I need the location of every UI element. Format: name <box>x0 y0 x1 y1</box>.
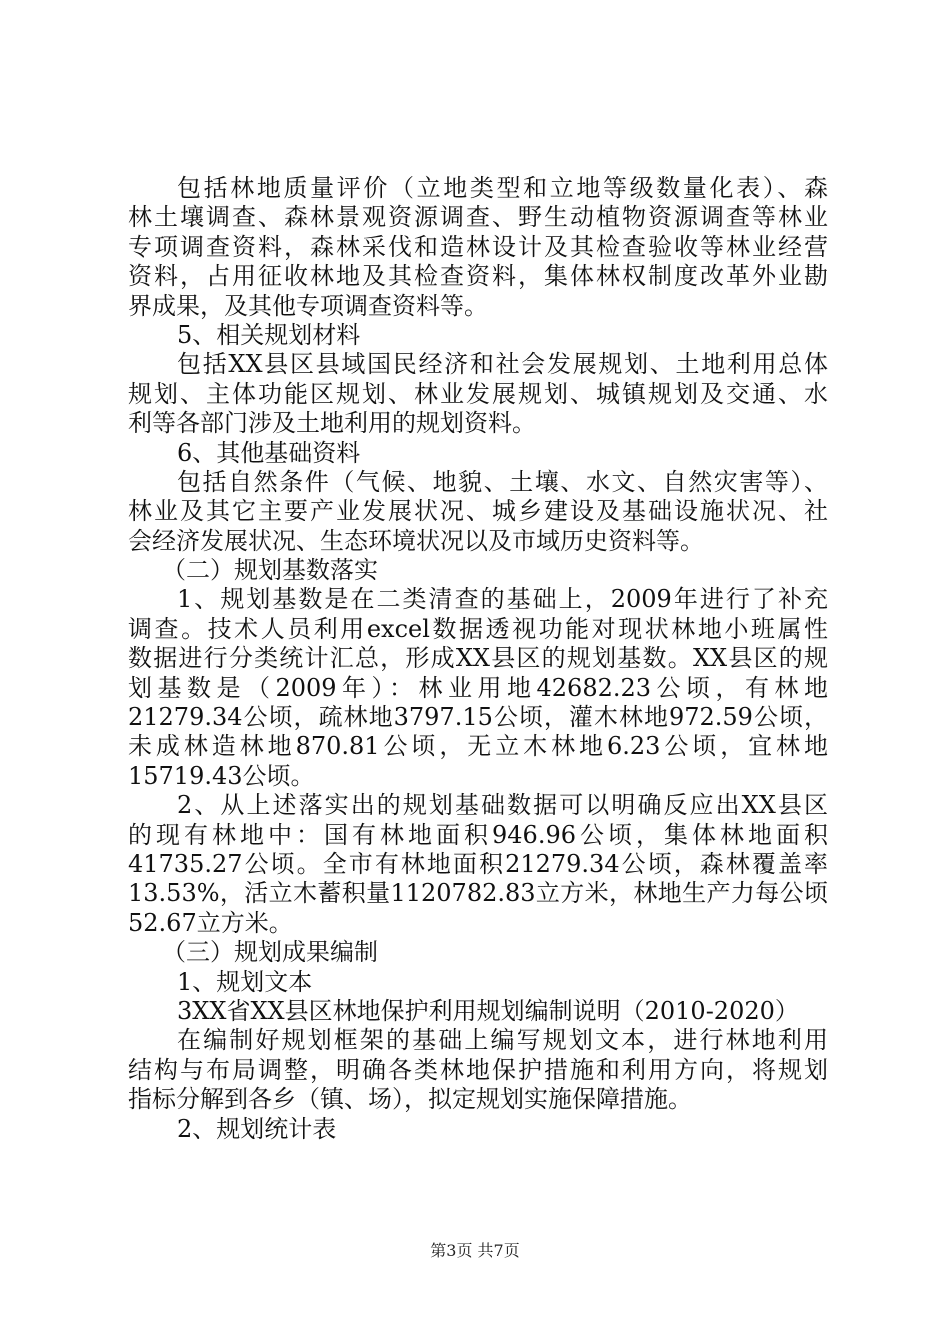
section-heading: 1、规划文本 <box>177 967 313 996</box>
text-line: 13.53%，活立木蓄积量1120782.83立方米，林地生产力每公顷 <box>128 879 828 908</box>
section-heading: 5、相关规划材料 <box>177 320 361 349</box>
text-line: 数据进行分类统计汇总，形成XX县区的规划基数。XX县区的规 <box>128 644 828 673</box>
text-line: 包括自然条件（气候、地貌、土壤、水文、自然灾害等）、 <box>177 467 828 496</box>
text-line: 利等各部门涉及土地利用的规划资料。 <box>128 409 536 438</box>
text-line: 2、从上述落实出的规划基础数据可以明确反应出XX县区 <box>177 791 828 820</box>
text-line: 界成果，及其他专项调查资料等。 <box>128 291 488 320</box>
text-line: 规划、主体功能区规划、林业发展规划、城镇规划及交通、水 <box>128 379 828 408</box>
text-line: 包括XX县区县域国民经济和社会发展规划、土地利用总体 <box>177 350 828 379</box>
text-line: 专项调查资料，森林采伐和造林设计及其检查验收等林业经营 <box>128 232 828 261</box>
text-line: 1、规划基数是在二类清查的基础上，2009年进行了补充 <box>177 585 828 614</box>
section-heading: （三）规划成果编制 <box>162 938 378 967</box>
text-line: 未成林造林地870.81公顷，无立木林地6.23公顷，宜林地 <box>128 732 828 761</box>
text-line: 在编制好规划框架的基础上编写规划文本，进行林地利用 <box>177 1026 828 1055</box>
text-line: 52.67立方米。 <box>128 908 293 937</box>
text-line: 资料，占用征收林地及其检查资料，集体林权制度改革外业勘 <box>128 262 828 291</box>
text-line: 林业及其它主要产业发展状况、城乡建设及基础设施状况、社 <box>128 497 828 526</box>
text-line: 15719.43公顷。 <box>128 761 315 790</box>
section-heading: 6、其他基础资料 <box>177 438 361 467</box>
text-line: 包括林地质量评价（立地类型和立地等级数量化表）、森 <box>177 174 828 202</box>
text-line: 林土壤调查、森林景观资源调查、野生动植物资源调查等林业 <box>128 203 828 232</box>
section-heading: 2、规划统计表 <box>177 1114 337 1143</box>
text-line: 会经济发展状况、生态环境状况以及市域历史资料等。 <box>128 526 704 555</box>
body-text <box>128 174 828 1144</box>
text-line: 调查。技术人员利用excel数据透视功能对现状林地小班属性 <box>128 614 828 643</box>
section-heading: （二）规划基数落实 <box>162 556 378 585</box>
text-line: 21279.34公顷，疏林地3797.15公顷，灌木林地972.59公顷， <box>128 703 828 732</box>
text-line: 的现有林地中：国有林地面积946.96公顷，集体林地面积 <box>128 820 828 849</box>
page-number-footer: 第3页 共7页 <box>430 1241 520 1260</box>
text-line: 41735.27公顷。全市有林地面积21279.34公顷，森林覆盖率 <box>128 849 828 878</box>
text-line: 指标分解到各乡（镇、场），拟定规划实施保障措施。 <box>128 1085 692 1114</box>
text-line: 划基数是（2009年）：林业用地42682.23公顷，有林地 <box>128 673 828 702</box>
document-title-line: 3XX省XX县区林地保护利用规划编制说明（2010-2020） <box>177 996 799 1025</box>
text-line: 结构与布局调整，明确各类林地保护措施和利用方向，将规划 <box>128 1055 828 1084</box>
